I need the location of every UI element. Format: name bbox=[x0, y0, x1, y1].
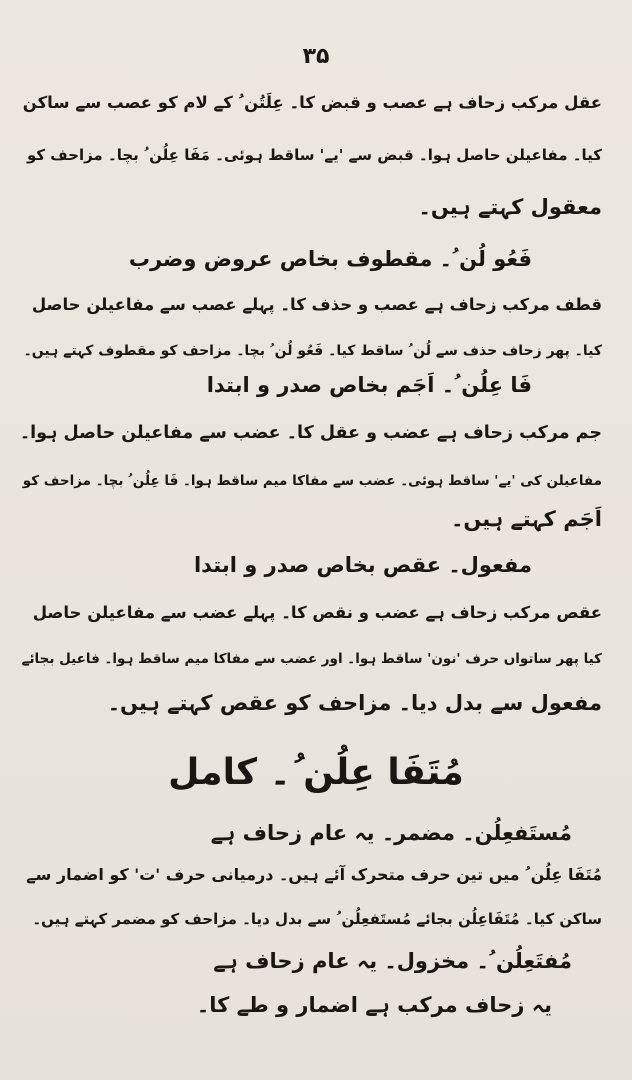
text-line: مُفتَعِلُن ُ۔ مخزول۔ یہ عام زحاف ہے bbox=[213, 949, 572, 973]
text-line: یہ زحاف مرکب ہے اضمار و طے کا۔ bbox=[196, 993, 552, 1017]
text-line: مفعول سے بدل دیا۔ مزاحف کو عقص کہتے ہیں۔ bbox=[107, 691, 602, 715]
text-line: عقل مرکب زحاف ہے عصب و قبض کا۔ عِلَتُن ُ کے لام کو عصب سے ساکن bbox=[22, 93, 602, 112]
section-heading: مُتَفَا عِلُن ُ۔ کامل bbox=[168, 752, 464, 793]
text-line: مُتَفَا عِلُن ُ میں تین حرف متحرک آئے ہیں۔ درمیانی حرف 'ت' کو اضمار سے bbox=[26, 865, 602, 884]
text-line: مُستَفعِلُن۔ مضمر۔ یہ عام زحاف ہے bbox=[210, 821, 572, 845]
text-line: عقص مرکب زحاف ہے عضب و نقص کا۔ پہلے عضب سے مفاعیلن حاصل bbox=[32, 603, 602, 622]
page-number: ۳۵ bbox=[302, 44, 330, 69]
text-line: جم مرکب زحاف ہے عضب و عقل کا۔ عضب سے مفاعیلن حاصل ہوا۔ bbox=[19, 423, 602, 443]
text-line: مفعول۔ عقص بخاص صدر و ابتدا bbox=[193, 553, 532, 577]
text-line: معقول کہتے ہیں۔ bbox=[418, 195, 602, 219]
text-line: اَجَم کہتے ہیں۔ bbox=[451, 507, 602, 531]
text-line: قطف مرکب زحاف ہے عصب و حذف کا۔ پہلے عصب سے مفاعیلن حاصل bbox=[31, 295, 602, 314]
text-line: فَعُو لُن ُ۔ مقطوف بخاص عروض وضرب bbox=[128, 247, 532, 271]
text-line: کیا پھر ساتواں حرف 'نون' ساقط ہوا۔ اور عضب سے مفاکا میم ساقط ہوا۔ فاعیل بجائے bbox=[21, 651, 602, 667]
text-line: کیا۔ پھر زحاف حذف سے لُن ُ ساقط کیا۔ فَعُو لُن ُ بچا۔ مزاحف کو مقطوف کہتے ہیں۔ bbox=[23, 343, 602, 359]
text-line: ساکن کیا۔ مُتَفَاعِلُن بجائے مُستَفعِلُن ُ سے بدل دیا۔ مزاحف کو مضمر کہتے ہیں۔ bbox=[32, 910, 602, 928]
text-line: مفاعیلن کی 'یے' ساقط ہوئی۔ عضب سے مفاکا میم ساقط ہوا۔ فَا عِلُن ُ بچا۔ مزاحف کو bbox=[22, 473, 602, 489]
text-line: کیا۔ مفاعیلن حاصل ہوا۔ قبض سے 'یے' ساقط ہوئی۔ مَفَا عِلُن ُ بچا۔ مزاحف کو bbox=[26, 146, 602, 164]
text-line: فَا عِلُن ُ۔ اَجَم بخاص صدر و ابتدا bbox=[206, 373, 532, 397]
